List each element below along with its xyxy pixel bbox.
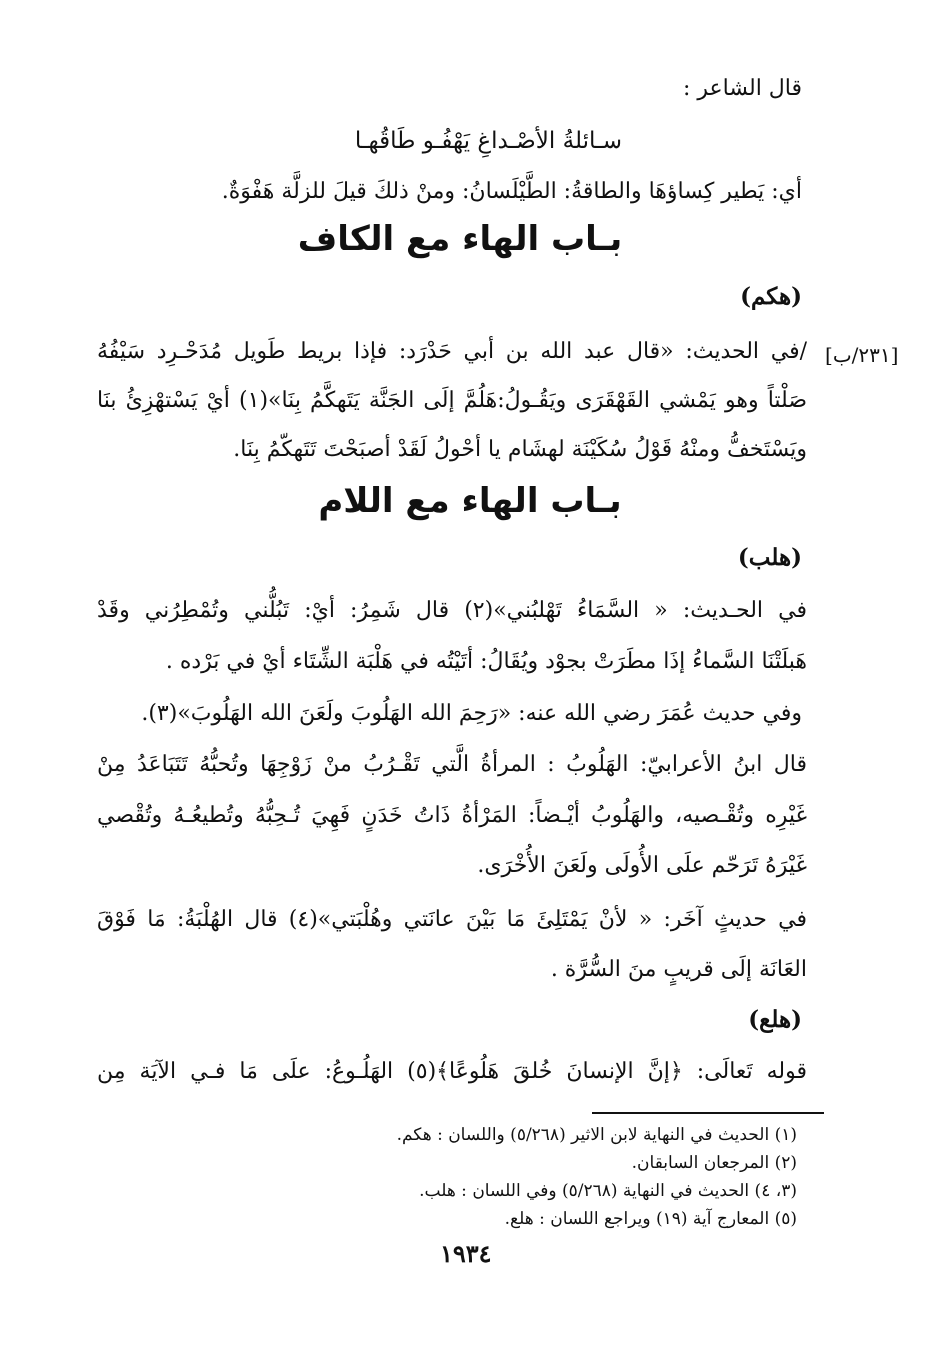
- margin-folio-reference: [٢٣١/ب]: [825, 343, 899, 367]
- root-word-hl3: (هلع): [748, 1006, 802, 1033]
- verse-line: سـائلةُ الأصْـداغِ يَهْفُـو طَاقُهـا: [354, 128, 622, 154]
- hlb-line-8: العَانَة إلَى قريبٍ منَ السُّرَّة .: [550, 957, 807, 982]
- hlb-line-1: في الحـديث: « السَّمَاءُ تَهْلبُني»(٢) قال شَمِرُ: أيْ: تَبُلُّني وتُمْطِرُني وقَدْ: [97, 598, 807, 623]
- hlb-line-4: قال ابنُ الأعرابيّ: الهَلُوبُ : المرأةُ الَّتي تَقْـرُبُ منْ زَوْجِهَا وتُحبُّهُ تَتَبَاعَدُ مِنْ: [97, 752, 807, 777]
- hlb-line-6: غَيْرَهُ تَرَحّم علَى الأُولَى ولَعَنَ الأُخْرَى.: [477, 853, 807, 878]
- page-number: ١٩٣٤: [440, 1239, 492, 1268]
- poet-intro: قال الشاعر :: [682, 76, 802, 101]
- footnote-2: (٢) المرجعان السابقان.: [631, 1153, 797, 1173]
- footnote-3-4: (٣، ٤) الحديث في النهاية (٥/٢٦٨) وفي اللسان : هلب.: [419, 1181, 797, 1201]
- hlb-line-5: غَيْرِه وتُقْـصيه، والهَلُوبُ أيْـضاً: المَرْأةُ ذَاتُ خَدَنٍ فَهِيَ تُـحِبُّهُ وتُطيعُـهُ وتُقْصي: [97, 803, 807, 828]
- hl3-line-1: قوله تَعالَى: ﴿إنَّ الإنسانَ خُلقَ هَلُوعًا﴾(٥) الهَلُـوعُ: علَى مَا فـي الآيَة مِن: [97, 1059, 807, 1084]
- footnote-5: (٥) المعارج آية (١٩) ويراجع اللسان : هلع.: [504, 1209, 797, 1229]
- footnote-separator: [592, 1112, 824, 1114]
- verse-gloss: أي: يَطير كِساؤهَا والطاقةُ: الطَّيْلَسانُ: ومنْ ذلكَ قيلَ للزلَّة هَفْوَةٌ.: [221, 179, 802, 204]
- footnote-1: (١) الحديث في النهاية لابن الاثير (٥/٢٦٨) واللسان : هكم.: [396, 1125, 797, 1145]
- root-word-hlb: (هلب): [737, 544, 802, 571]
- hkm-line-1: /في الحديث: «قال عبد الله بن أبي حَدْرَد: فإذا بريط طَويل مُدَحْـرِد سَيْفُهُ: [97, 339, 807, 364]
- hlb-line-2: هَبلَتْنَا السَّماءُ إذَا مطَرَتْ بجوْد ويُقَالُ: أتَيْتُه في هَلْبَة الشِّتَاء أيْ في بَرْده .: [165, 649, 807, 674]
- section-heading-lam: بـاب الهاء مع اللام: [318, 481, 622, 521]
- hlb-line-7: في حديثٍ آخَر: « لأنْ يَمْتَلِئَ مَا بَيْنَ عانَتي وهُلْبَتي»(٤) قال الهُلْبَةُ: مَا فَوْقَ: [97, 907, 807, 932]
- hkm-line-2: صَلْتاً وهو يَمْشي القَهْقَرَى ويَقُـولُ:هَلُمَّ إلَى الجَنَّة يَتَهكَّمُ بِنَا»(١) أيْ يَسْتهْزِئُ بنَا: [97, 388, 808, 413]
- hkm-line-3: ويَسْتَخفُّ ومنْهُ قَوْلُ سُكَيْنَة لهشَام يا أحْولُ لَقَدْ أصبَحْتَ تَتَهكّمُ بِنَا.: [233, 437, 807, 462]
- section-heading-kaf: بـاب الهاء مع الكاف: [297, 219, 623, 259]
- root-word-hkm: (هكم): [740, 283, 802, 310]
- hlb-line-3: وفي حديث عُمَرَ رضي الله عنه: «رَحِمَ الله الهَلُوبَ ولَعَنَ الله الهَلُوبَ»(٣).: [141, 701, 802, 726]
